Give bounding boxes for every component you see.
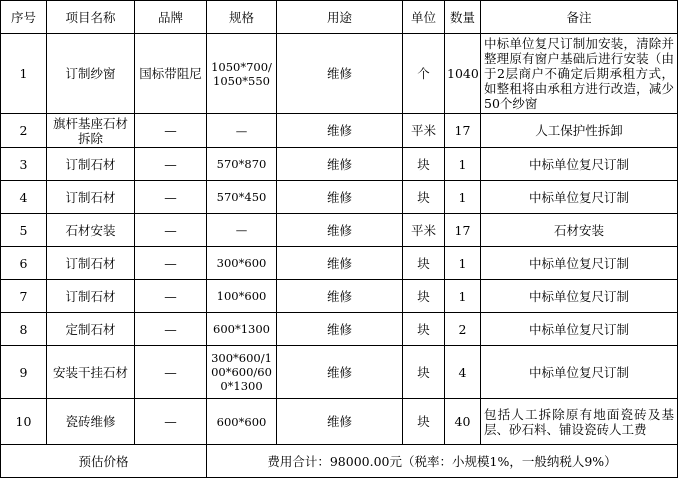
cell-name: 安装干挂石材 [47, 346, 135, 399]
cell-qty: 1 [445, 148, 481, 181]
cell-unit: 平米 [403, 214, 445, 247]
cell-brand: — [135, 148, 207, 181]
cell-name: 订制石材 [47, 247, 135, 280]
cell-name: 订制石材 [47, 148, 135, 181]
cell-note: 中标单位复尺订制 [481, 280, 678, 313]
cell-brand: — [135, 313, 207, 346]
cell-qty: 4 [445, 346, 481, 399]
table-row [1, 148, 678, 181]
total-cost: 费用合计：98000.00元（税率：小规模1%，一般纳税人9%） [207, 445, 678, 478]
header-row [1, 1, 678, 34]
header-spec: 规格 [207, 1, 277, 34]
cell-name: 旗杆基座石材拆除 [47, 114, 135, 148]
cell-use: 维修 [277, 313, 403, 346]
cell-note: 石材安装 [481, 214, 678, 247]
cell-brand: — [135, 181, 207, 214]
header-use: 用途 [277, 1, 403, 34]
cell-no: 3 [1, 148, 47, 181]
table-row [1, 280, 678, 313]
cell-spec: 600*1300 [207, 313, 277, 346]
cell-note: 包括人工拆除原有地面瓷砖及基层、砂石料、铺设瓷砖人工费 [481, 399, 678, 445]
cell-note: 中标单位复尺订制 [481, 313, 678, 346]
cell-no: 2 [1, 114, 47, 148]
cell-unit: 块 [403, 313, 445, 346]
cell-spec: — [207, 214, 277, 247]
cell-note: 中标单位复尺订制加安装，清除并整理原有窗户基础后进行安装（由于2层商户不确定后期承租方式，如整租将由承租方进行改造，减少50个纱窗 [481, 34, 678, 114]
cell-spec: 570*870 [207, 148, 277, 181]
cell-qty: 1 [445, 280, 481, 313]
cell-name: 瓷砖维修 [47, 399, 135, 445]
cell-no: 10 [1, 399, 47, 445]
cell-spec: 570*450 [207, 181, 277, 214]
cell-qty: 17 [445, 214, 481, 247]
cell-note: 中标单位复尺订制 [481, 247, 678, 280]
cell-use: 维修 [277, 399, 403, 445]
cell-brand: — [135, 399, 207, 445]
cell-use: 维修 [277, 181, 403, 214]
cell-no: 5 [1, 214, 47, 247]
header-qty: 数量 [445, 1, 481, 34]
cell-qty: 1 [445, 181, 481, 214]
cell-spec: 300*600/100*600/600*1300 [207, 346, 277, 399]
cell-brand: — [135, 247, 207, 280]
table-row [1, 114, 678, 148]
header-brand: 品牌 [135, 1, 207, 34]
header-unit: 单位 [403, 1, 445, 34]
cell-unit: 块 [403, 280, 445, 313]
header-no: 序号 [1, 1, 47, 34]
cell-brand: — [135, 214, 207, 247]
cell-unit: 个 [403, 34, 445, 114]
table-row [1, 399, 678, 445]
cell-unit: 块 [403, 399, 445, 445]
cell-name: 定制石材 [47, 313, 135, 346]
cell-use: 维修 [277, 214, 403, 247]
cell-unit: 块 [403, 181, 445, 214]
cell-name: 订制石材 [47, 280, 135, 313]
cell-qty: 1040 [445, 34, 481, 114]
cell-note: 中标单位复尺订制 [481, 148, 678, 181]
cell-no: 8 [1, 313, 47, 346]
cell-spec: — [207, 114, 277, 148]
table-row [1, 214, 678, 247]
table-row [1, 34, 678, 114]
estimated-price-label: 预估价格 [1, 445, 207, 478]
cell-use: 维修 [277, 34, 403, 114]
cell-unit: 平米 [403, 114, 445, 148]
cell-note: 中标单位复尺订制 [481, 346, 678, 399]
cell-no: 9 [1, 346, 47, 399]
cell-spec: 300*600 [207, 247, 277, 280]
header-name: 项目名称 [47, 1, 135, 34]
cell-qty: 17 [445, 114, 481, 148]
cell-note: 人工保护性拆卸 [481, 114, 678, 148]
cell-qty: 2 [445, 313, 481, 346]
cell-use: 维修 [277, 346, 403, 399]
cell-name: 订制纱窗 [47, 34, 135, 114]
cell-note: 中标单位复尺订制 [481, 181, 678, 214]
cell-use: 维修 [277, 148, 403, 181]
table-row [1, 181, 678, 214]
cell-spec: 1050*700/1050*550 [207, 34, 277, 114]
cell-unit: 块 [403, 148, 445, 181]
cell-spec: 100*600 [207, 280, 277, 313]
cell-unit: 块 [403, 247, 445, 280]
header-note: 备注 [481, 1, 678, 34]
cell-use: 维修 [277, 114, 403, 148]
cell-qty: 40 [445, 399, 481, 445]
cell-qty: 1 [445, 247, 481, 280]
cell-no: 6 [1, 247, 47, 280]
cell-no: 4 [1, 181, 47, 214]
cell-brand: — [135, 346, 207, 399]
cell-brand: — [135, 114, 207, 148]
cell-no: 7 [1, 280, 47, 313]
cell-name: 订制石材 [47, 181, 135, 214]
table-row [1, 346, 678, 399]
cell-no: 1 [1, 34, 47, 114]
cell-brand: 国标带阻尼 [135, 34, 207, 114]
cell-unit: 块 [403, 346, 445, 399]
table-row [1, 247, 678, 280]
table-row [1, 313, 678, 346]
total-row [1, 445, 678, 478]
cell-use: 维修 [277, 280, 403, 313]
cell-spec: 600*600 [207, 399, 277, 445]
cell-use: 维修 [277, 247, 403, 280]
cell-name: 石材安装 [47, 214, 135, 247]
cell-brand: — [135, 280, 207, 313]
